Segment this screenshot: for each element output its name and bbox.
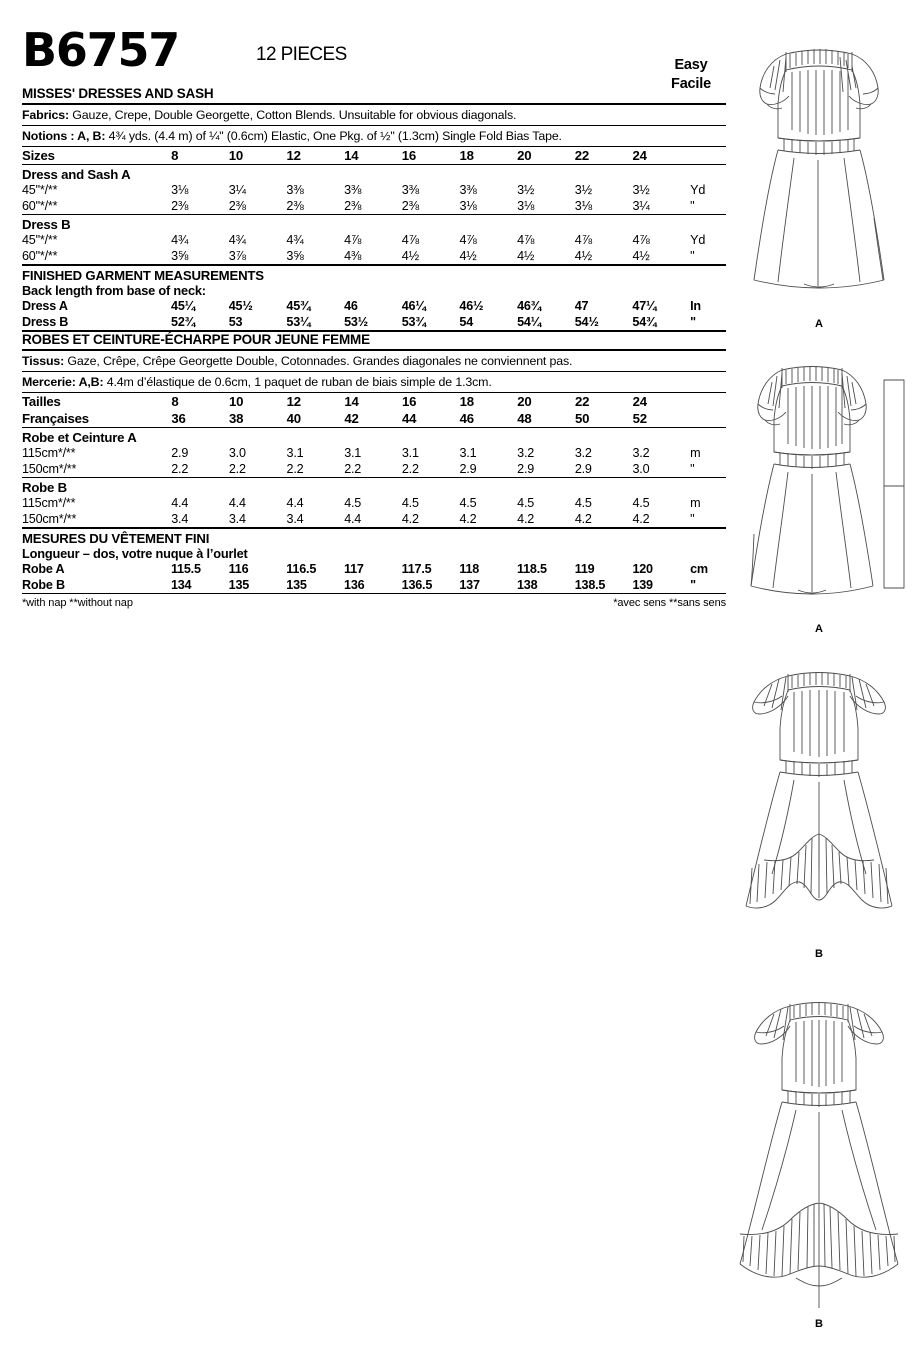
row-label: 60"*/**: [22, 249, 58, 263]
fabrics-label-fr: Tissus:: [22, 354, 65, 368]
table-row: [22, 248, 726, 264]
row-label: 60"*/**: [22, 199, 58, 213]
yardage-cell: 4.4: [344, 512, 362, 526]
unit-cell: ": [690, 249, 695, 263]
measure-cell: 54¼: [517, 315, 541, 329]
yardage-cell: 4.5: [459, 496, 477, 510]
unit-cell: cm: [690, 562, 708, 576]
notions-text-fr: 4.4m d’élastique de 0.6cm, 1 paquet de ruban de biais simple de 1.3cm.: [103, 375, 492, 389]
unit-cell: ": [690, 462, 695, 476]
yardage-cell: 3.4: [171, 512, 189, 526]
measure-cell: 115.5: [170, 562, 201, 576]
yardage-cell: 2⅜: [228, 199, 246, 213]
measure-cell: 136.5: [401, 578, 433, 592]
french-size-cell: 44: [401, 411, 417, 426]
difficulty-label-en: Easy: [674, 57, 708, 73]
unit-cell: ": [690, 512, 695, 526]
row-label: Dress B: [22, 315, 69, 329]
pattern-number: B6757: [22, 23, 180, 77]
size-cell: 14: [344, 394, 359, 409]
yardage-cell: 3.2: [632, 446, 650, 460]
measure-cell: 118: [459, 562, 480, 576]
yardage-cell: 4½: [517, 249, 535, 263]
yardage-cell: 3.2: [517, 446, 535, 460]
group-b-title-fr: Robe B: [22, 480, 67, 495]
french-title: ROBES ET CEINTURE-ÉCHARPE POUR JEUNE FEMME: [22, 332, 370, 347]
measure-cell: 45¼: [171, 299, 195, 313]
yardage-cell: 4.5: [344, 496, 362, 510]
size-cell: 8: [171, 394, 179, 409]
yardage-cell: 2.9: [459, 462, 477, 476]
measure-cell: 54½: [574, 315, 599, 329]
row-label: 150cm*/**: [22, 512, 77, 526]
sheet-header: [22, 24, 726, 86]
measure-cell: 116: [228, 562, 249, 576]
yardage-cell: 2.9: [574, 462, 592, 476]
yardage-cell: 3⅛: [171, 183, 189, 197]
yardage-cell: 3.1: [401, 446, 419, 460]
sizes-label-en: Sizes: [22, 148, 55, 163]
table-row: [22, 314, 726, 330]
table-row: [22, 495, 726, 511]
footnote-fr: *avec sens **sans sens: [613, 597, 726, 609]
english-yardage-a-table: [22, 182, 726, 214]
yardage-cell: 3.0: [228, 446, 246, 460]
yardage-cell: 4.2: [459, 512, 477, 526]
table-row: [22, 182, 726, 198]
illustration-dress-a-back-with-sash: [726, 338, 912, 635]
measure-cell: 138: [517, 578, 538, 592]
measure-cell: 45¾: [286, 299, 311, 313]
measure-cell: 45½: [228, 299, 253, 313]
measure-cell: 139: [632, 578, 653, 592]
measure-cell: 54¾: [632, 315, 657, 329]
yardage-cell: 3⅝: [286, 249, 304, 263]
yardage-cell: 3.1: [459, 446, 477, 460]
yardage-cell: 4¾: [228, 233, 246, 247]
row-label: 115cm*/**: [22, 496, 76, 510]
measure-cell: 135: [228, 578, 250, 592]
illustration-dress-b-back: [726, 978, 912, 1330]
yardage-cell: 3.0: [632, 462, 650, 476]
yardage-cell: 3.2: [574, 446, 592, 460]
english-sizes-table: [22, 147, 726, 164]
yardage-cell: 3¼: [632, 199, 650, 213]
french-size-cell: 52: [632, 411, 647, 426]
measure-cell: 53¾: [401, 315, 426, 329]
size-cell: 22: [574, 148, 590, 163]
measure-cell: 46½: [459, 299, 484, 313]
table-row: [22, 298, 726, 314]
row-label: Robe B: [22, 578, 65, 592]
illustration-label: A: [815, 318, 823, 330]
yardage-cell: 2.2: [171, 462, 189, 476]
dress-a-back-drawing: [726, 338, 912, 623]
yardage-cell: 4⅞: [459, 233, 477, 247]
yardage-cell: 2.2: [401, 462, 419, 476]
fabrics-text-en: Gauze, Crepe, Double Georgette, Cotton Blends. Unsuitable for obvious diagonals.: [69, 108, 517, 122]
yardage-cell: 2⅜: [286, 199, 304, 213]
row-label: 115cm*/**: [22, 446, 76, 460]
footnote-en: *with nap **without nap: [22, 597, 133, 609]
yardage-cell: 3⅞: [228, 249, 246, 263]
table-row: [22, 461, 726, 477]
yardage-cell: 2.9: [171, 446, 189, 460]
measure-cell: 117.5: [401, 562, 432, 576]
size-cell: 16: [401, 148, 417, 163]
yardage-cell: 2⅜: [344, 199, 362, 213]
yardage-cell: 3⅛: [574, 199, 592, 213]
sizes-label-fr: Tailles: [22, 394, 61, 409]
yardage-cell: 4.5: [517, 496, 535, 510]
yardage-cell: 4½: [632, 249, 650, 263]
yardage-cell: 4⅞: [517, 233, 535, 247]
yardage-cell: 4.5: [632, 496, 650, 510]
measure-cell: 138.5: [574, 578, 606, 592]
table-row: [22, 511, 726, 527]
notions-text-en: 4¾ yds. (4.4 m) of ¼" (0.6cm) Elastic, One Pkg. of ½" (1.3cm) Single Fold Bias Tape.: [105, 129, 562, 143]
finished-measurements-title-fr: MESURES DU VÊTEMENT FINI: [22, 531, 210, 546]
yardage-cell: 3⅜: [344, 183, 362, 197]
yardage-cell: 3⅛: [459, 199, 477, 213]
size-cell: 10: [228, 148, 244, 163]
finished-measurements-sub-en: Back length from base of neck:: [22, 283, 206, 298]
row-label: Robe A: [22, 562, 65, 576]
fabrics-row-en: [22, 105, 726, 125]
french-size-cell: 48: [517, 411, 532, 426]
yardage-cell: 4.4: [286, 496, 304, 510]
table-row: [22, 232, 726, 248]
row-label: 45"*/**: [22, 183, 58, 197]
notions-label-en: Notions : A, B:: [22, 129, 106, 143]
measure-cell: 47: [574, 299, 589, 313]
yardage-cell: 4.2: [401, 512, 419, 526]
measure-cell: 52¾: [171, 315, 195, 329]
illustration-dress-a-front: [726, 18, 912, 330]
row-label: 45"*/**: [22, 233, 58, 247]
notions-row-en: [22, 126, 726, 146]
yardage-cell: 3⅜: [401, 183, 419, 197]
yardage-cell: 2⅜: [401, 199, 419, 213]
difficulty-label-fr: Facile: [671, 76, 711, 92]
measure-cell: 47¼: [632, 299, 657, 313]
measure-cell: 53½: [344, 315, 368, 329]
finished-measurements-title-en: FINISHED GARMENT MEASUREMENTS: [22, 268, 264, 283]
measure-cell: 116.5: [286, 562, 317, 576]
pattern-info-sheet: [22, 24, 726, 609]
yardage-cell: 3.1: [344, 446, 362, 460]
measure-cell: 117: [344, 562, 364, 576]
row-label: Dress A: [22, 299, 68, 313]
size-cell: 12: [286, 148, 301, 163]
yardage-cell: 4.4: [171, 496, 189, 510]
yardage-cell: 4.2: [632, 512, 650, 526]
dress-b-back-drawing: [726, 978, 912, 1318]
yardage-cell: 4.5: [574, 496, 592, 510]
measure-cell: 134: [170, 578, 192, 592]
table-row: [22, 561, 726, 577]
table-row: [22, 198, 726, 214]
fabrics-text-fr: Gaze, Crêpe, Crêpe Georgette Double, Cotonnades. Grandes diagonales ne conviennent pas.: [64, 354, 573, 368]
yardage-cell: 2.2: [286, 462, 304, 476]
yardage-cell: 4¾: [171, 233, 189, 247]
yardage-cell: 3¼: [228, 183, 246, 197]
illustration-label: A: [815, 623, 823, 635]
size-cell: 8: [171, 148, 179, 163]
size-cell: 24: [632, 148, 647, 163]
yardage-cell: 3.1: [286, 446, 304, 460]
yardage-cell: 2.9: [517, 462, 535, 476]
measure-cell: 53¼: [286, 315, 311, 329]
size-cell: 14: [344, 148, 359, 163]
unit-cell: Yd: [690, 183, 706, 197]
table-row: [22, 577, 726, 593]
french-yardage-a-table: [22, 445, 726, 477]
yardage-cell: 3⅜: [459, 183, 477, 197]
yardage-cell: 3⅜: [286, 183, 304, 197]
fabrics-label-en: Fabrics:: [22, 108, 70, 122]
yardage-cell: 3⅝: [171, 249, 189, 263]
size-cell: 12: [286, 394, 301, 409]
row-label: 150cm*/**: [22, 462, 77, 476]
french-sizes-table: [22, 393, 726, 427]
group-b-title-en: Dress B: [22, 217, 71, 232]
unit-cell: ": [690, 315, 696, 329]
yardage-cell: 4⅞: [632, 233, 650, 247]
french-finished-table: [22, 561, 726, 593]
measure-cell: 46¾: [517, 299, 541, 313]
illustration-label: B: [815, 1318, 823, 1330]
size-cell: 24: [632, 394, 647, 409]
yardage-cell: 4½: [574, 249, 592, 263]
french-size-cell: 42: [344, 411, 359, 426]
group-a-title-fr: Robe et Ceinture A: [22, 430, 137, 445]
yardage-cell: 4⅞: [401, 233, 419, 247]
measure-cell: 119: [574, 562, 595, 576]
unit-cell: In: [690, 299, 701, 313]
yardage-cell: 4⅜: [344, 249, 362, 263]
notions-label-fr: Mercerie: A,B:: [22, 375, 104, 389]
size-cell: 18: [459, 394, 474, 409]
size-cell: 20: [517, 394, 532, 409]
dress-a-front-drawing: [726, 18, 912, 318]
english-finished-table: [22, 298, 726, 330]
unit-cell: ": [690, 199, 695, 213]
yardage-cell: 3½: [632, 183, 650, 197]
size-cell: 16: [401, 394, 417, 409]
measure-cell: 137: [459, 578, 480, 592]
yardage-cell: 3.4: [286, 512, 304, 526]
illustration-label: B: [815, 948, 823, 960]
measure-cell: 54: [459, 315, 474, 329]
yardage-cell: 4½: [459, 249, 477, 263]
footnote-row: [22, 594, 726, 609]
english-yardage-b-table: [22, 232, 726, 264]
table-row-sizes-fr: [22, 393, 726, 410]
measure-cell: 46¼: [401, 299, 426, 313]
yardage-cell: 3½: [574, 183, 592, 197]
unit-cell: m: [690, 496, 701, 510]
yardage-cell: 4½: [401, 249, 419, 263]
piece-count: 12 PIECES: [256, 44, 347, 65]
measure-cell: 53: [228, 315, 243, 329]
measure-cell: 136: [344, 578, 365, 592]
yardage-cell: 4⅞: [344, 233, 362, 247]
french-size-cell: 50: [574, 411, 590, 426]
unit-cell: m: [690, 446, 701, 460]
finished-measurements-sub-fr: Longueur – dos, votre nuque à l’ourlet: [22, 546, 248, 561]
yardage-cell: 3⅛: [517, 199, 535, 213]
fabrics-row-fr: [22, 351, 726, 371]
french-yardage-b-table: [22, 495, 726, 527]
yardage-cell: 2⅜: [171, 199, 189, 213]
illustration-column: [726, 0, 912, 1350]
yardage-cell: 2.2: [228, 462, 246, 476]
french-sizes-label: Françaises: [22, 411, 89, 426]
table-row-french-sizes: [22, 410, 726, 427]
measure-cell: 120: [632, 562, 653, 576]
french-size-cell: 38: [229, 411, 244, 426]
size-cell: 22: [574, 394, 590, 409]
yardage-cell: 3½: [517, 183, 535, 197]
yardage-cell: 3.4: [228, 512, 246, 526]
yardage-cell: 4.4: [228, 496, 246, 510]
measure-cell: 118.5: [517, 562, 547, 576]
yardage-cell: 2.2: [344, 462, 362, 476]
measure-cell: 135: [286, 578, 307, 592]
unit-cell: ": [690, 578, 696, 592]
yardage-cell: 4¾: [286, 233, 304, 247]
group-a-title-en: Dress and Sash A: [22, 167, 131, 182]
yardage-cell: 4.5: [401, 496, 419, 510]
table-row: [22, 445, 726, 461]
french-size-cell: 46: [459, 411, 474, 426]
yardage-cell: 4.2: [517, 512, 535, 526]
english-title: MISSES' DRESSES AND SASH: [22, 86, 214, 101]
size-cell: 10: [229, 394, 244, 409]
yardage-cell: 4⅞: [574, 233, 592, 247]
illustration-dress-b-front: [726, 648, 912, 960]
french-size-cell: 36: [171, 411, 186, 426]
dress-b-front-drawing: [726, 648, 912, 948]
unit-cell: Yd: [690, 233, 706, 247]
yardage-cell: 4.2: [574, 512, 592, 526]
table-row-sizes-en: [22, 147, 726, 164]
notions-row-fr: [22, 372, 726, 392]
measure-cell: 46: [344, 299, 358, 313]
size-cell: 18: [459, 148, 474, 163]
size-cell: 20: [517, 148, 532, 163]
french-size-cell: 40: [286, 411, 301, 426]
